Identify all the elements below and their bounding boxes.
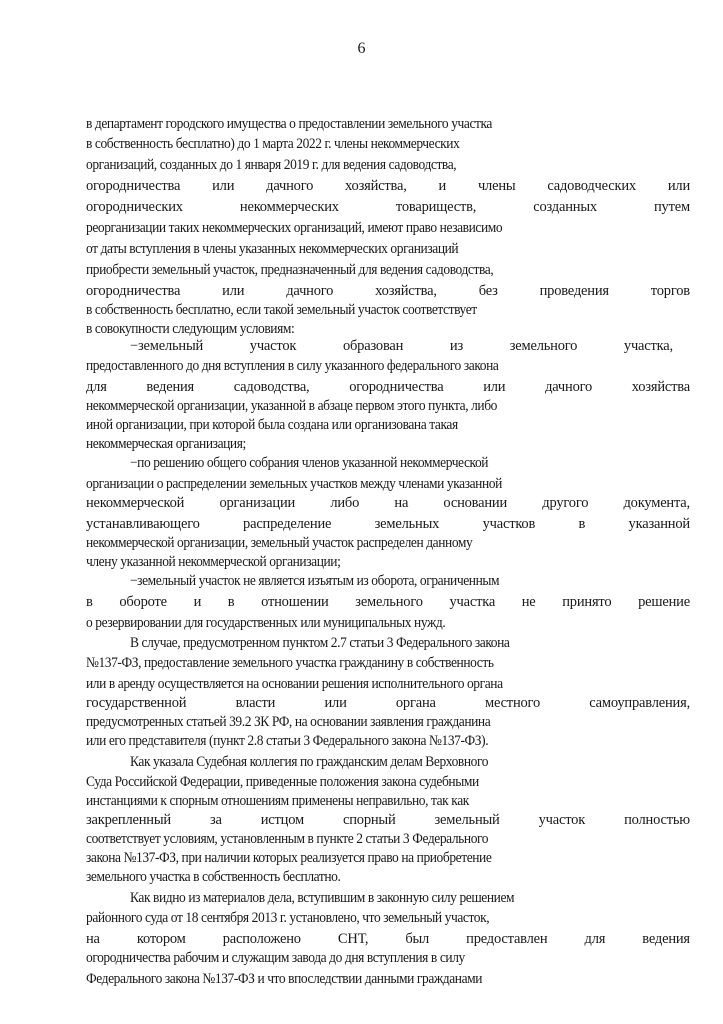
word: огородничества <box>349 379 444 395</box>
word: образован <box>342 338 404 354</box>
word: созданных <box>533 199 597 215</box>
word: самоуправления, <box>589 695 690 711</box>
text-line: Федерального закона №137-ФЗ и что впоследствии данными гражданами <box>86 971 483 987</box>
text-line: земельного участка в собственность бесплатно. <box>86 869 341 885</box>
word: спорный <box>342 812 396 828</box>
word: участка, <box>623 338 673 354</box>
text-line: в собственность бесплатно, если такой земельный участок соответствует <box>86 302 477 318</box>
word: истцом <box>260 812 304 828</box>
word: для <box>584 931 606 947</box>
word: органа <box>395 695 436 711</box>
text-line-justified <box>86 198 690 216</box>
word: или <box>324 695 347 711</box>
word: садоводства, <box>233 379 310 395</box>
word: организации <box>219 495 296 511</box>
word: некоммерческой <box>86 495 185 511</box>
word: участок <box>249 338 297 354</box>
word: устанавливающего <box>86 516 200 532</box>
word: предоставлен <box>466 931 548 947</box>
text-line: огородничества рабочим и служащим завода до дня вступления в силу <box>86 950 465 966</box>
text-line-justified <box>86 694 690 712</box>
word: местного <box>485 695 540 711</box>
word: некоммерческих <box>239 199 339 215</box>
text-line: организации о распределении земельных участков между членами указанной <box>86 476 502 492</box>
list-item-line <box>130 337 673 355</box>
text-line: районного суда от 18 сентября 2013 г. установлено, что земельный участок, <box>86 910 490 926</box>
word: участков <box>482 516 536 532</box>
text-line-justified <box>86 378 690 396</box>
word: хозяйства <box>631 379 690 395</box>
word: земельных <box>374 516 440 532</box>
word: или <box>483 379 506 395</box>
paragraph-first-line: В случае, предусмотренном пунктом 2.7 статьи 3 Федерального закона <box>130 635 510 651</box>
text-line: предусмотренных статьей 39.2 ЗК РФ, на основании заявления гражданина <box>86 714 491 730</box>
word: или <box>222 283 245 299</box>
word: за <box>209 812 222 828</box>
text-line: в совокупности следующим условиям: <box>86 321 295 337</box>
word: ведения <box>642 931 690 947</box>
paragraph-first-line: Как указала Судебная коллегия по гражданским делам Верховного <box>130 754 489 770</box>
word: земельного <box>509 338 578 354</box>
text-line: в собственность бесплатно) до 1 марта 2022 г. члены некоммерческих <box>86 136 460 152</box>
text-line-justified <box>86 515 690 533</box>
text-line: некоммерческая организация; <box>86 436 246 452</box>
word: путем <box>653 199 690 215</box>
word: без <box>478 283 498 299</box>
word: распределение <box>243 516 332 532</box>
text-line: иной организации, при которой была создана или организована такая <box>86 417 458 433</box>
word: для <box>86 379 107 395</box>
word: либо <box>330 495 360 511</box>
text-line: реорганизации таких некоммерческих организаций, имеют право независимо <box>86 220 503 236</box>
word: огородничества <box>86 283 181 299</box>
word: дачного <box>545 379 593 395</box>
paragraph-first-line: Как видно из материалов дела, вступившим в законную силу решением <box>130 890 515 906</box>
word: решение <box>638 594 690 610</box>
text-line: в департамент городского имущества о предоставлении земельного участка <box>86 116 493 132</box>
word: не <box>521 594 536 610</box>
word: и <box>438 178 447 194</box>
text-line: соответствует условиям, установленным в пункте 2 статьи 3 Федерального <box>86 831 489 847</box>
word: торгов <box>650 283 690 299</box>
word: полностью <box>624 812 690 828</box>
text-line: некоммерческой организации, указанной в абзаце первом этого пункта, либо <box>86 398 497 414</box>
text-line: инстанциями к спорным отношениям применены неправильно, так как <box>86 793 469 809</box>
text-line: от даты вступления в члены указанных некоммерческих организаций <box>86 241 459 257</box>
word: участка <box>449 594 496 610</box>
word: садоводческих <box>547 178 636 194</box>
list-item-line: −земельный участок не является изъятым из оборота, ограниченным <box>130 573 500 589</box>
text-line: или в аренду осуществляется на основании решения исполнительного органа <box>86 676 503 692</box>
page-number: 6 <box>357 40 366 57</box>
word: СНТ, <box>337 931 369 947</box>
word: отношении <box>261 594 329 610</box>
word: государственной <box>86 695 187 711</box>
text-line-justified <box>86 177 690 195</box>
word: −земельный <box>130 338 204 354</box>
word: принято <box>562 594 612 610</box>
word: основании <box>443 495 508 511</box>
word: расположено <box>222 931 301 947</box>
word: члены <box>477 178 516 194</box>
text-line: приобрести земельный участок, предназначенный для ведения садоводства, <box>86 262 494 278</box>
text-line: некоммерческой организации, земельный участок распределен данному <box>86 535 473 551</box>
word: или <box>667 178 690 194</box>
list-item-line: −по решению общего собрания членов указанной некоммерческой <box>130 455 489 471</box>
text-line: №137-ФЗ, предоставление земельного участка гражданину в собственность <box>86 655 494 671</box>
text-line-justified <box>86 282 690 300</box>
word: другого <box>542 495 589 511</box>
text-line: организаций, созданных до 1 января 2019 г. для ведения садоводства, <box>86 157 457 173</box>
word: хозяйства, <box>375 283 437 299</box>
text-line: Суда Российской Федерации, приведенные положения закона судебными <box>86 774 479 790</box>
word: или <box>212 178 235 194</box>
word: огороднических <box>86 199 183 215</box>
word: и <box>193 594 202 610</box>
word: огородничества <box>86 178 181 194</box>
word: участок <box>538 812 586 828</box>
word: указанной <box>628 516 690 532</box>
word: из <box>449 338 464 354</box>
word: ведения <box>146 379 195 395</box>
word: документа, <box>623 495 690 511</box>
word: в <box>227 594 235 610</box>
word: проведения <box>539 283 609 299</box>
word: дачного <box>286 283 334 299</box>
text-line-justified <box>86 930 690 948</box>
word: товариществ, <box>395 199 477 215</box>
word: на <box>86 931 100 947</box>
word: дачного <box>266 178 314 194</box>
word: земельный <box>434 812 500 828</box>
text-line-justified <box>86 811 690 829</box>
text-line-justified <box>86 593 690 611</box>
text-line-justified <box>86 494 690 512</box>
word: был <box>405 931 430 947</box>
word: обороте <box>119 594 167 610</box>
word: котором <box>136 931 186 947</box>
word: власти <box>235 695 276 711</box>
text-line: предоставленного до дня вступления в силу указанного федерального закона <box>86 358 499 374</box>
text-line: или его представителя (пункт 2.8 статьи 3 Федерального закона №137-ФЗ). <box>86 733 489 749</box>
word: на <box>394 495 409 511</box>
word: хозяйства, <box>345 178 407 194</box>
word: в <box>578 516 586 532</box>
text-line: закона №137-ФЗ, при наличии которых реализуется право на приобретение <box>86 850 492 866</box>
word: земельного <box>355 594 423 610</box>
text-line: члену указанной некоммерческой организации; <box>86 554 341 570</box>
word: закрепленный <box>86 812 171 828</box>
text-line: о резервировании для государственных или муниципальных нужд. <box>86 615 446 631</box>
word: в <box>86 594 93 610</box>
